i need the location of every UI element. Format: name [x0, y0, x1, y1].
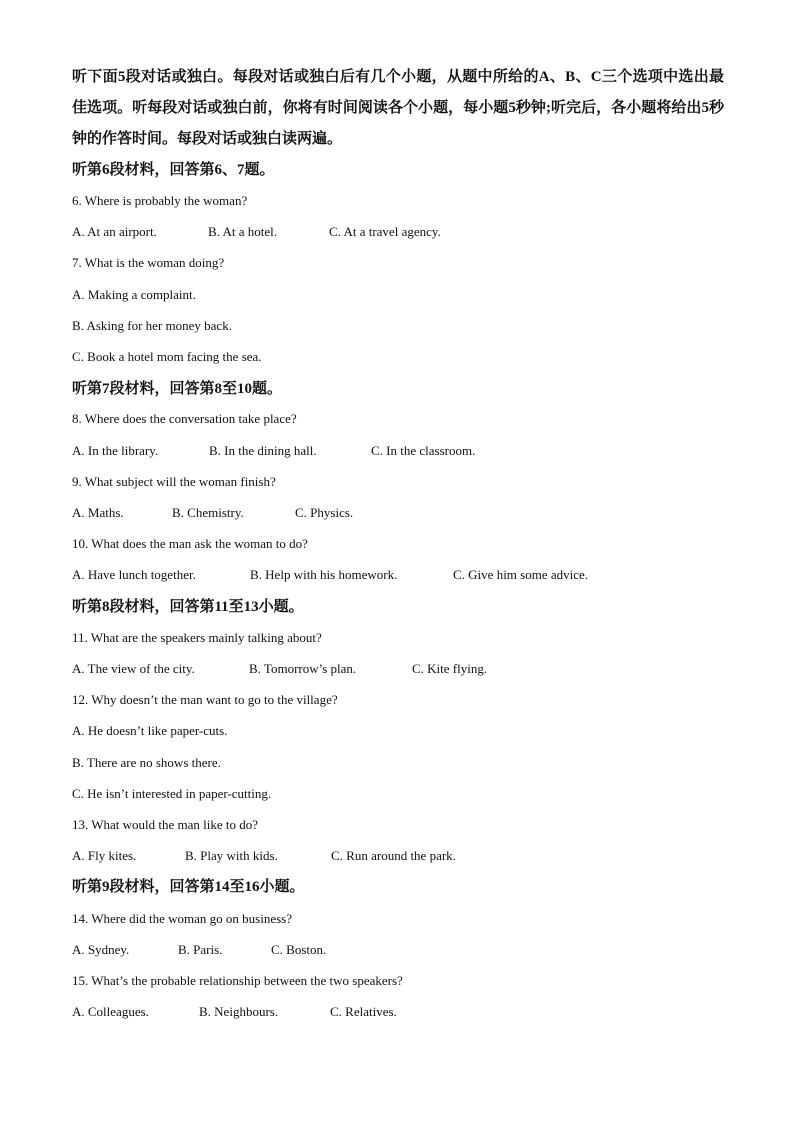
question-15-option-c: C. Relatives.: [330, 1004, 397, 1019]
question-7-stem: 7. What is the woman doing?: [72, 255, 225, 270]
question-15-option-a: A. Colleagues.: [72, 1004, 149, 1019]
section-instructions: 听下面5段对话或独白。每段对话或独白后有几个小题，从题中所给的A、B、C三个选项中选出最佳选项。听每段对话或独白前，你将有时间阅读各个小题，每小题5秒钟;听完后，各小题将给出5秒钟的作答时间。每段对话或独白读两遍。: [72, 69, 724, 147]
question-9-option-c: C. Physics.: [295, 505, 354, 520]
question-15-stem: 15. What’s the probable relationship between the two speakers?: [72, 973, 403, 988]
question-15-option-b: B. Neighbours.: [199, 1004, 279, 1019]
question-6-stem: 6. Where is probably the woman?: [72, 193, 248, 208]
question-7-option-b: B. Asking for her money back.: [72, 318, 232, 333]
question-8-option-b: B. In the dining hall.: [209, 443, 317, 458]
question-12-option-c: C. He isn’t interested in paper-cutting.: [72, 786, 272, 801]
question-6-option-a: A. At an airport.: [72, 224, 157, 239]
question-9-option-b: B. Chemistry.: [172, 505, 244, 520]
question-11-option-c: C. Kite flying.: [412, 661, 488, 676]
question-15-options: [72, 1003, 732, 1021]
question-6-option-c: C. At a travel agency.: [329, 224, 441, 239]
question-8-stem: 8. Where does the conversation take place?: [72, 411, 297, 426]
question-11-stem: 11. What are the speakers mainly talking about?: [72, 630, 322, 645]
section-heading-6: 听第6段材料，回答第6、7题。: [72, 162, 275, 178]
question-13-option-b: B. Play with kids.: [185, 848, 278, 863]
question-10-option-c: C. Give him some advice.: [453, 567, 589, 582]
question-13-stem: 13. What would the man like to do?: [72, 817, 259, 832]
question-14-option-c: C. Boston.: [271, 942, 327, 957]
question-10-option-b: B. Help with his homework.: [250, 567, 398, 582]
question-12-option-b: B. There are no shows there.: [72, 755, 221, 770]
section-heading-9: 听第9段材料，回答第14至16小题。: [72, 879, 305, 895]
question-10-stem: 10. What does the man ask the woman to do?: [72, 536, 308, 551]
question-10-option-a: A. Have lunch together.: [72, 567, 196, 582]
question-11-options: [72, 660, 732, 678]
question-14-options: [72, 941, 732, 959]
question-9-stem: 9. What subject will the woman finish?: [72, 474, 276, 489]
question-13-option-c: C. Run around the park.: [331, 848, 456, 863]
section-heading-8: 听第8段材料，回答第11至13小题。: [72, 599, 304, 615]
question-14-option-b: B. Paris.: [178, 942, 223, 957]
question-13-options: [72, 847, 732, 865]
question-12-stem: 12. Why doesn’t the man want to go to the village?: [72, 692, 338, 707]
question-6-option-b: B. At a hotel.: [208, 224, 277, 239]
question-13-option-a: A. Fly kites.: [72, 848, 137, 863]
question-11-option-a: A. The view of the city.: [72, 661, 195, 676]
question-12-option-a: A. He doesn’t like paper-cuts.: [72, 723, 228, 738]
question-14-option-a: A. Sydney.: [72, 942, 130, 957]
question-8-option-a: A. In the library.: [72, 443, 159, 458]
question-7-option-c: C. Book a hotel mom facing the sea.: [72, 349, 262, 364]
question-9-options: [72, 504, 732, 522]
question-11-option-b: B. Tomorrow’s plan.: [249, 661, 357, 676]
question-10-options: [72, 566, 732, 584]
question-8-option-c: C. In the classroom.: [371, 443, 476, 458]
question-8-options: [72, 442, 732, 460]
section-heading-7: 听第7段材料，回答第8至10题。: [72, 381, 283, 397]
question-14-stem: 14. Where did the woman go on business?: [72, 911, 292, 926]
question-7-option-a: A. Making a complaint.: [72, 287, 196, 302]
question-9-option-a: A. Maths.: [72, 505, 124, 520]
question-6-options: [72, 223, 732, 241]
